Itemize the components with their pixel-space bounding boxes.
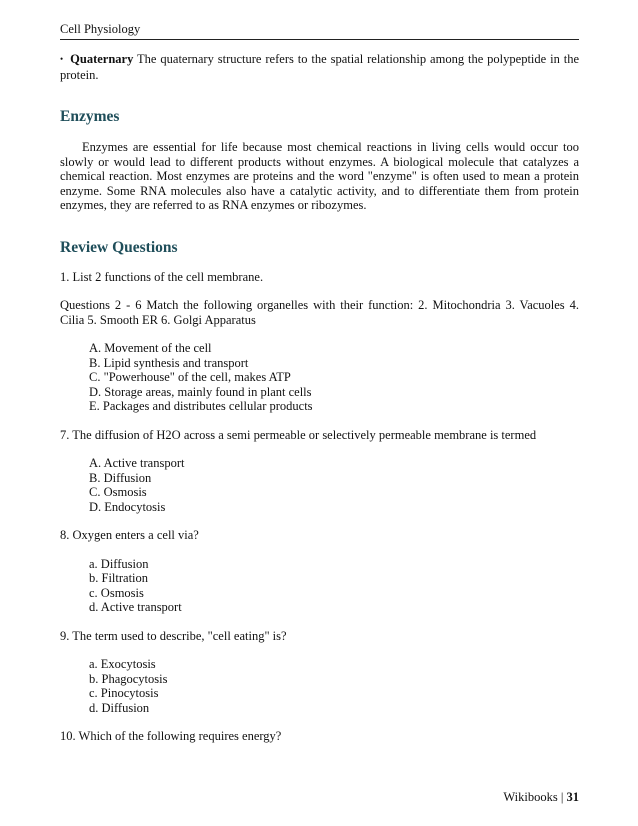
question-9-options	[89, 657, 579, 715]
bullet-icon: •	[60, 54, 64, 64]
page-number: 31	[566, 790, 579, 804]
question-8-options	[89, 557, 579, 615]
list-item: C. "Powerhouse" of the cell, makes ATP	[89, 370, 291, 384]
list-item: d. Active transport	[89, 600, 182, 614]
list-item: c. Pinocytosis	[89, 686, 159, 700]
enzymes-paragraph: Enzymes are essential for life because most chemical reactions in living cells would occur too slowly or would lead to different products without enzymes. A biological molecule that catalyzes a chemical reaction. Most enzymes are proteins and the word "enzyme" is often used to mean a protein enzyme. Some RNA molecules also have a catalytic activity, and to differentiate them from protein enzymes, they are referred to as RNA enzymes or ribozymes.	[60, 140, 579, 212]
list-item: d. Diffusion	[89, 700, 150, 715]
question-2-6-options	[89, 341, 579, 414]
list-item: E. Packages and distributes cellular products	[89, 399, 313, 413]
list-item: C. Osmosis	[89, 485, 147, 499]
list-item: b. Filtration	[89, 571, 149, 585]
footer-source: Wikibooks	[503, 790, 558, 804]
list-item: c. Osmosis	[89, 585, 144, 600]
list-item: b. Phagocytosis	[89, 671, 168, 686]
question-9: 9. The term used to describe, "cell eating" is?	[60, 628, 287, 643]
question-8: 8. Oxygen enters a cell via?	[60, 528, 199, 542]
question-10: 10. Which of the following requires energy?	[60, 729, 282, 743]
list-item: B. Lipid synthesis and transport	[89, 355, 249, 370]
enzymes-heading: Enzymes	[60, 108, 120, 125]
quaternary-bullet	[60, 52, 579, 82]
page-footer	[503, 790, 579, 805]
header-title: Cell Physiology	[60, 22, 141, 36]
list-item: a. Diffusion	[89, 556, 149, 571]
quaternary-term: Quaternary	[70, 52, 134, 66]
review-questions-heading: Review Questions	[60, 238, 178, 256]
question-7-options	[89, 456, 579, 514]
running-header	[60, 22, 579, 40]
list-item: a. Exocytosis	[89, 657, 156, 671]
list-item: A. Movement of the cell	[89, 341, 212, 355]
list-item: A. Active transport	[89, 456, 185, 470]
question-7: 7. The diffusion of H2O across a semi permeable or selectively permeable membrane is termed	[60, 427, 537, 442]
footer-separator: |	[557, 790, 567, 804]
question-1: 1. List 2 functions of the cell membrane.	[60, 269, 264, 284]
list-item: D. Storage areas, mainly found in plant cells	[89, 384, 312, 399]
page-content	[60, 52, 579, 744]
question-2-6: Questions 2 - 6 Match the following organelles with their function: 2. Mitochondria 3. Vacuoles 4. Cilia 5. Smooth ER 6. Golgi Apparatus	[60, 298, 579, 327]
quaternary-text: The quaternary structure refers to the spatial relationship among the polypeptide in the protein.	[60, 52, 580, 82]
list-item: D. Endocytosis	[89, 499, 166, 514]
list-item: B. Diffusion	[89, 470, 152, 485]
